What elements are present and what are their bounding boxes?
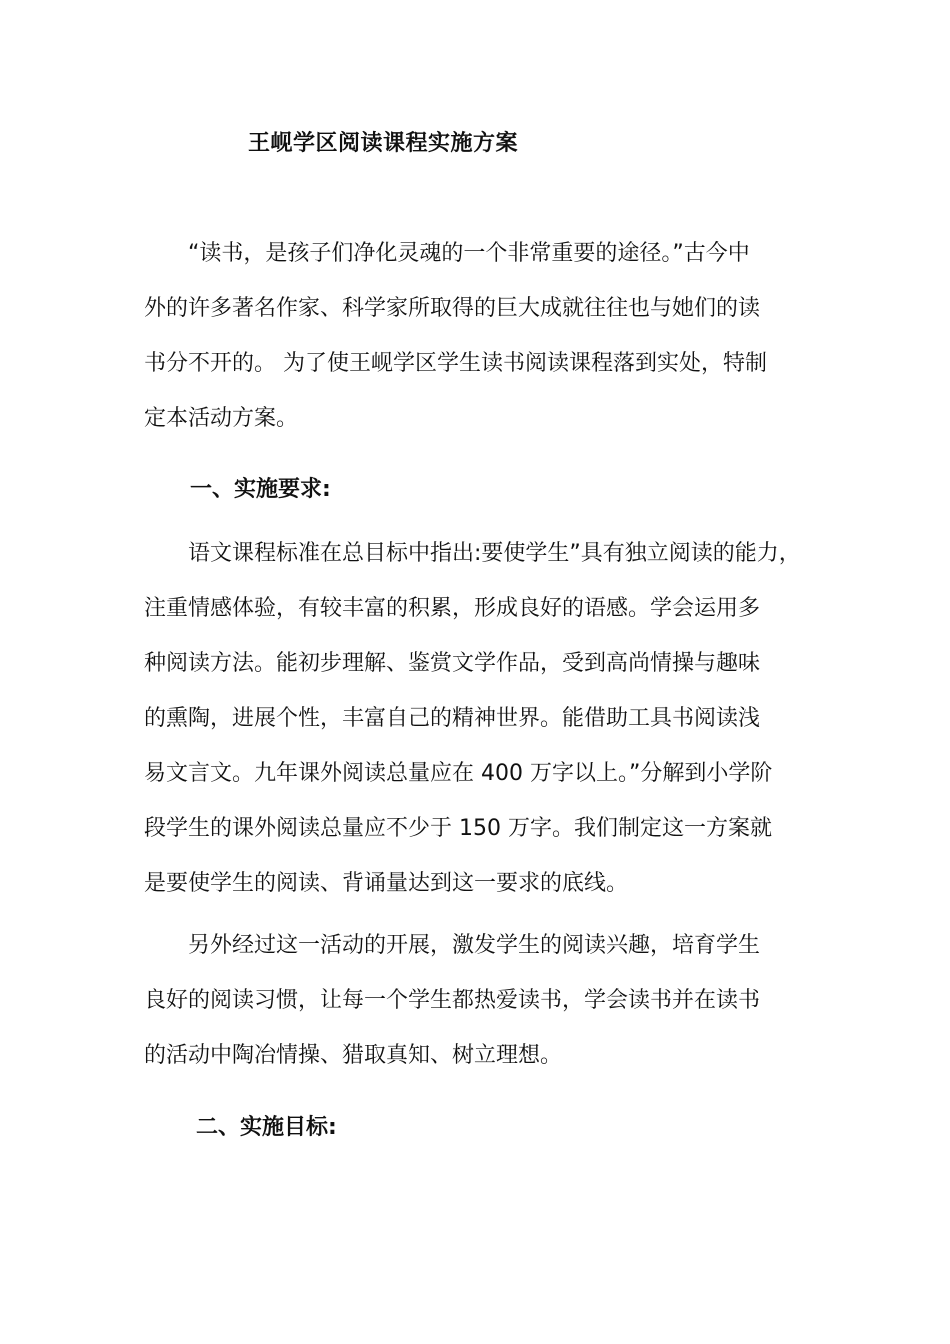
paragraph-line: 的熏陶，进展个性，丰富自己的精神世界。能借助工具书阅读浅 <box>144 706 761 731</box>
paragraph-line: 定本活动方案。 <box>144 406 299 431</box>
paragraph-line: 语文课程标准在总目标中指出:要使学生”具有独立阅读的能力， <box>188 541 801 566</box>
paragraph-line: 书分不开的。 为了使王岘学区学生读书阅读课程落到实处，特制 <box>144 351 767 376</box>
paragraph-line: “读书，是孩子们净化灵魂的一个非常重要的途径。”古今中 <box>188 241 750 266</box>
requirements-paragraph <box>144 526 824 911</box>
paragraph-line: 注重情感体验，有较丰富的积累，形成良好的语感。学会运用多 <box>144 596 761 621</box>
paragraph-line: 易文言文。九年课外阅读总量应在 400 万字以上。”分解到小学阶 <box>144 761 773 786</box>
paragraph-line: 是要使学生的阅读、背诵量达到这一要求的底线。 <box>144 871 629 896</box>
paragraph-line: 良好的阅读习惯，让每一个学生都热爱读书，学会读书并在读书 <box>144 988 761 1013</box>
paragraph-line: 段学生的课外阅读总量应不少于 150 万字。我们制定这一方案就 <box>144 816 772 841</box>
paragraph-line: 种阅读方法。能初步理解、鉴赏文学作品，受到高尚情操与趣味 <box>144 651 761 676</box>
section-heading-goals: 二、实施目标: <box>196 1115 337 1140</box>
section-heading-requirements: 一、实施要求: <box>190 477 331 502</box>
document-title: 王岘学区阅读课程实施方案 <box>248 131 519 156</box>
paragraph-line: 另外经过这一活动的开展，激发学生的阅读兴趣，培育学生 <box>188 933 761 958</box>
paragraph-line: 的活动中陶冶情操、猎取真知、树立理想。 <box>144 1043 563 1068</box>
intro-paragraph <box>144 226 824 446</box>
motivation-paragraph <box>144 918 824 1083</box>
paragraph-line: 外的许多著名作家、科学家所取得的巨大成就往往也与她们的读 <box>144 296 761 321</box>
